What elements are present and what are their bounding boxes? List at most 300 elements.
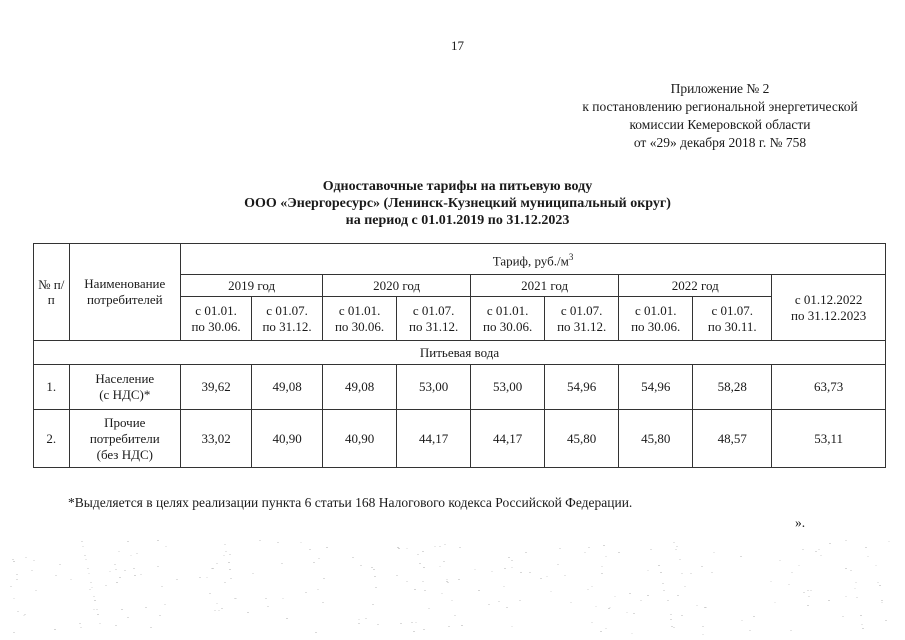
scan-speck: [414, 589, 416, 590]
scan-speck: [91, 587, 93, 588]
period-header-final: [772, 275, 886, 341]
scan-speck: [458, 579, 460, 580]
scan-speck: [55, 575, 57, 576]
scan-speck: [12, 559, 14, 560]
col-header-name-text: Наименование потребителей: [84, 276, 166, 307]
year-header: 2019 год: [181, 275, 323, 297]
appendix-line: комиссии Кемеровской области: [629, 117, 811, 132]
scan-speck: [595, 606, 597, 607]
scan-speck: [443, 561, 445, 562]
scan-speck: [511, 567, 513, 568]
scan-speck: [658, 565, 660, 566]
scan-speck: [281, 563, 283, 564]
scan-speck: [439, 566, 441, 567]
scan-speck: [629, 593, 631, 594]
scan-speck: [704, 607, 706, 608]
scan-speck: [365, 618, 367, 619]
scan-speck: [701, 566, 703, 567]
period-to: по 31.12.: [262, 318, 312, 334]
scan-speck: [670, 619, 672, 620]
scan-speck: [398, 548, 400, 549]
name-line: (с НДС)*: [99, 387, 151, 402]
col-header-name: [69, 244, 181, 341]
scan-speck: [157, 540, 159, 541]
scan-speck: [662, 583, 664, 584]
scan-speck: [591, 622, 593, 623]
scan-speck: [89, 589, 91, 590]
scan-speck: [807, 605, 809, 606]
scan-speck: [84, 555, 86, 556]
period-header: [545, 297, 619, 341]
tariff-value: 63,73: [772, 365, 886, 410]
scan-speck: [788, 584, 790, 585]
tariff-value: 48,57: [693, 410, 772, 468]
scan-speck: [488, 604, 490, 605]
scan-speck: [82, 546, 84, 547]
scan-speck: [130, 555, 132, 556]
period-to: по 30.11.: [707, 318, 757, 334]
scan-speck: [96, 609, 98, 610]
scan-speck: [358, 623, 360, 624]
scan-speck: [660, 572, 662, 573]
document-title: [150, 178, 765, 229]
scan-speck: [423, 567, 425, 568]
scan-speck: [377, 624, 379, 625]
scan-speck: [519, 600, 521, 601]
scan-speck: [503, 586, 505, 587]
scan-speck: [323, 578, 325, 579]
scan-speck: [803, 592, 805, 593]
scan-speck: [93, 596, 95, 597]
scan-speck: [373, 569, 375, 570]
scan-speck: [121, 609, 123, 610]
scan-speck: [681, 615, 683, 616]
scan-speck: [118, 551, 120, 552]
scan-speck: [790, 630, 792, 631]
scan-speck: [372, 604, 374, 605]
scan-speck: [16, 579, 18, 580]
scan-speck: [591, 586, 593, 587]
scan-speck: [136, 553, 138, 554]
scan-speck: [411, 622, 413, 623]
scan-speck: [808, 596, 810, 597]
scan-speck: [79, 623, 81, 624]
scan-speck: [428, 608, 430, 609]
scan-speck: [845, 596, 847, 597]
tariff-value: 54,96: [619, 365, 693, 410]
scan-speck: [406, 581, 408, 582]
scan-speck: [461, 625, 463, 626]
scan-speck: [309, 549, 311, 550]
scan-speck: [663, 590, 665, 591]
scan-speck: [670, 614, 672, 615]
scan-speck: [865, 547, 867, 548]
scan-speck: [371, 567, 373, 568]
scan-speck: [711, 572, 713, 573]
tariff-table: [33, 243, 886, 468]
scan-speck: [230, 578, 232, 579]
scan-speck: [451, 600, 453, 601]
scan-speck: [161, 586, 163, 587]
scan-speck: [229, 569, 231, 570]
col-header-number: [34, 244, 70, 341]
scan-speck: [134, 575, 136, 576]
period-from: с 01.01.: [338, 302, 381, 318]
scan-speck: [225, 551, 227, 552]
scan-speck: [259, 540, 261, 541]
period-to: по 30.06.: [483, 318, 533, 334]
scan-speck: [640, 600, 642, 601]
scan-speck: [564, 575, 566, 576]
scan-speck: [422, 551, 424, 552]
period-header: [397, 297, 471, 341]
scan-speck: [798, 565, 800, 566]
scan-speck: [601, 566, 603, 567]
scan-speck: [810, 590, 812, 591]
scan-speck: [358, 619, 360, 620]
period-from: с 01.01.: [195, 302, 237, 318]
scan-speck: [360, 565, 362, 566]
tariff-header-text: Тариф, руб./м: [492, 253, 569, 269]
scan-speck: [448, 626, 450, 627]
scan-speck: [713, 552, 715, 553]
scan-speck: [85, 559, 87, 560]
scan-speck: [441, 593, 443, 594]
period-from: с 01.01.: [634, 302, 677, 318]
scan-speck: [681, 573, 683, 574]
period-from: с 01.07.: [412, 302, 455, 318]
scan-speck: [774, 602, 776, 603]
appendix-line: к постановлению региональной энергетической: [582, 99, 858, 114]
scan-speck: [94, 600, 96, 601]
scan-speck: [115, 625, 117, 626]
scan-speck: [546, 576, 548, 577]
scan-speck: [277, 542, 279, 543]
scan-speck: [647, 595, 649, 596]
scan-speck: [459, 547, 461, 548]
title-line: ООО «Энергоресурс» (Ленинск-Кузнецкий муниципальный округ): [244, 196, 671, 211]
scan-speck: [434, 546, 436, 547]
scan-speck: [511, 560, 513, 561]
scan-speck: [791, 572, 793, 573]
scan-speck: [114, 564, 116, 565]
tariff-unit-sup: 3: [568, 251, 574, 262]
scan-speck: [176, 579, 178, 580]
scan-speck: [675, 549, 677, 550]
scan-speck: [550, 591, 552, 592]
scan-speck: [601, 573, 603, 574]
scan-speck: [600, 631, 602, 632]
scan-speck: [127, 541, 129, 542]
period-from: с 01.07.: [266, 302, 308, 318]
scan-speck: [224, 544, 226, 545]
scan-speck: [667, 600, 669, 601]
scan-speck: [115, 569, 117, 570]
scan-speck: [326, 547, 328, 548]
scan-speck: [317, 589, 319, 590]
scan-speck: [119, 577, 121, 578]
scan-speck: [97, 614, 99, 615]
scan-speck: [13, 598, 15, 599]
scan-speck: [861, 624, 863, 625]
period-header: [693, 297, 772, 341]
tariff-value: 33,02: [181, 410, 252, 468]
scan-speck: [352, 557, 354, 558]
period-header: [619, 297, 693, 341]
scan-speck: [224, 582, 226, 583]
year-header: 2021 год: [471, 275, 619, 297]
scan-speck: [228, 562, 230, 563]
scan-speck: [105, 585, 107, 586]
scan-speck: [247, 612, 249, 613]
scan-speck: [322, 602, 324, 603]
scan-speck: [845, 540, 847, 541]
scan-speck: [815, 551, 817, 552]
scan-speck: [855, 582, 857, 583]
name-line: (без НДС): [96, 446, 153, 462]
scan-speck: [741, 620, 743, 621]
title-line: на период с 01.01.2019 по 31.12.2023: [345, 213, 570, 228]
year-header: 2020 год: [323, 275, 471, 297]
scan-speck: [116, 582, 118, 583]
tariff-value: 53,00: [397, 365, 471, 410]
scan-speck: [818, 549, 820, 550]
scan-speck: [33, 560, 35, 561]
title-line: Одноставочные тарифы на питьевую воду: [322, 179, 593, 194]
scan-speck: [633, 613, 635, 614]
scan-speck: [584, 552, 586, 553]
scan-speck: [157, 566, 159, 567]
table-row: [34, 410, 886, 468]
scan-speck: [223, 555, 225, 556]
scan-speck: [506, 607, 508, 608]
scan-speck: [829, 543, 831, 544]
scan-speck: [525, 552, 527, 553]
period-to: по 30.06.: [334, 318, 385, 334]
scan-speck: [684, 586, 686, 587]
scan-speck: [802, 549, 804, 550]
scan-speck: [165, 546, 167, 547]
scan-speck: [17, 611, 19, 612]
scan-speck: [23, 615, 25, 616]
period-header: [181, 297, 252, 341]
period-from: с 01.07.: [560, 302, 603, 318]
scan-speck: [206, 577, 208, 578]
scan-speck: [820, 555, 822, 556]
scan-speck: [109, 571, 111, 572]
row-number: 2.: [34, 410, 70, 468]
scan-speck: [511, 626, 513, 627]
scan-speck: [90, 582, 92, 583]
scan-speck: [397, 547, 399, 548]
scan-speck: [862, 628, 864, 629]
period-to: по 31.12.2023: [791, 307, 867, 323]
scan-speck: [417, 554, 419, 555]
period-from: с 01.07.: [711, 302, 754, 318]
scan-speck: [650, 549, 652, 550]
scan-speck: [93, 609, 95, 610]
scan-speck: [647, 570, 649, 571]
section-row: Питьевая вода: [34, 341, 886, 365]
footnote: *Выделяется в целях реализации пункта 6 статьи 168 Налогового кодекса Российской Федерации.: [68, 495, 633, 510]
scan-speck: [454, 615, 456, 616]
year-header: 2022 год: [619, 275, 772, 297]
col-header-number-text: № п/п: [38, 277, 65, 307]
scan-speck: [133, 568, 135, 569]
period-header: [323, 297, 397, 341]
scan-speck: [31, 570, 33, 571]
scan-speck: [99, 623, 101, 624]
scan-speck: [881, 602, 883, 603]
scan-speck: [286, 618, 288, 619]
tariff-value: 40,90: [323, 410, 397, 468]
name-line: Население: [95, 371, 155, 386]
scan-speck: [679, 559, 681, 560]
scan-speck: [498, 601, 500, 602]
scan-speck: [209, 593, 211, 594]
scan-speck: [877, 582, 879, 583]
closing-quote: ».: [795, 515, 806, 530]
scan-speck: [702, 626, 704, 627]
tariff-value: 53,00: [471, 365, 545, 410]
scan-speck: [559, 548, 561, 549]
scan-speck: [413, 631, 415, 632]
scan-speck: [446, 579, 448, 580]
scan-speck: [35, 590, 37, 591]
tariff-value: 54,96: [545, 365, 619, 410]
scan-speck: [673, 627, 675, 628]
scan-speck: [587, 589, 589, 590]
period-from: с 01.01.: [486, 302, 529, 318]
scan-speck: [749, 630, 751, 631]
scan-speck: [164, 604, 166, 605]
scan-speck: [124, 570, 126, 571]
scan-speck: [88, 573, 90, 574]
scan-speck: [850, 570, 852, 571]
scan-speck: [631, 633, 633, 634]
appendix-line: Приложение № 2: [670, 81, 770, 96]
scan-speck: [423, 629, 425, 630]
scan-speck: [235, 598, 237, 599]
period-to: по 30.06.: [631, 318, 681, 334]
scan-speck: [690, 573, 692, 574]
scan-speck: [305, 592, 307, 593]
scan-speck: [779, 560, 781, 561]
period-header: [252, 297, 323, 341]
scan-speck: [504, 568, 506, 569]
scan-speck: [696, 605, 698, 606]
tariff-value: 45,80: [619, 410, 693, 468]
appendix-header: [560, 80, 880, 152]
scan-speck: [608, 608, 610, 609]
row-consumer-name: [69, 365, 181, 410]
scan-speck: [828, 600, 830, 601]
scan-speck: [770, 581, 772, 582]
scan-speck: [25, 557, 27, 558]
scan-speck: [588, 547, 590, 548]
scan-speck: [570, 602, 572, 603]
scan-speck: [313, 562, 315, 563]
scan-speck: [140, 574, 142, 575]
scan-speck: [400, 623, 402, 624]
scan-speck: [315, 632, 317, 633]
scan-speck: [424, 590, 426, 591]
scan-speck: [520, 572, 522, 573]
scan-speck: [626, 612, 628, 613]
table-row: [34, 365, 886, 410]
scan-speck: [221, 608, 223, 609]
scan-speck: [447, 582, 449, 583]
scan-speck: [540, 578, 542, 579]
scan-speck: [211, 568, 213, 569]
scan-speck: [854, 588, 856, 589]
scan-speck: [415, 622, 417, 623]
scan-speck: [557, 564, 559, 565]
scan-speck: [127, 617, 129, 618]
tariff-value: 39,62: [181, 365, 252, 410]
scan-speck: [478, 590, 480, 591]
scan-speck: [70, 579, 72, 580]
scan-speck: [605, 628, 607, 629]
scan-speck: [54, 629, 56, 630]
scan-speck: [214, 610, 216, 611]
period-header: [471, 297, 545, 341]
period-from: с 01.12.2022: [794, 291, 863, 307]
scan-speck: [10, 586, 12, 587]
name-line: потребители: [89, 430, 160, 446]
scan-speck: [603, 545, 605, 546]
scan-speck: [856, 597, 858, 598]
tariff-value: 49,08: [323, 365, 397, 410]
row-number: 1.: [34, 365, 70, 410]
scan-speck: [888, 541, 890, 542]
scan-speck: [614, 596, 616, 597]
scan-speck: [867, 556, 869, 557]
scan-speck: [265, 598, 267, 599]
scan-speck: [374, 576, 376, 577]
scan-speck: [474, 569, 476, 570]
scan-speck: [80, 627, 82, 628]
row-consumer-name: [69, 410, 181, 468]
scan-speck: [406, 548, 408, 549]
period-to: по 31.12.: [557, 318, 607, 334]
period-to: по 30.06.: [191, 318, 241, 334]
scan-speck: [150, 627, 152, 628]
scan-speck: [375, 587, 377, 588]
scan-speck: [860, 615, 862, 616]
scan-speck: [439, 546, 441, 547]
scan-speck: [881, 600, 883, 601]
tariff-value: 53,11: [772, 410, 886, 468]
scan-speck: [702, 634, 704, 635]
scan-speck: [875, 565, 877, 566]
tariff-value: 40,90: [252, 410, 323, 468]
scan-speck: [218, 610, 220, 611]
scan-speck: [145, 607, 147, 608]
scan-speck: [605, 556, 607, 557]
scan-speck: [508, 557, 510, 558]
scan-speck: [318, 558, 320, 559]
scan-speck: [13, 561, 15, 562]
scan-speck: [673, 542, 675, 543]
scan-speck: [671, 626, 673, 627]
scan-speck: [300, 542, 302, 543]
scan-speck: [529, 572, 531, 573]
period-to: по 31.12.: [409, 318, 459, 334]
scan-speck: [199, 577, 201, 578]
tariff-value: 44,17: [471, 410, 545, 468]
page-number: 17: [451, 38, 464, 53]
